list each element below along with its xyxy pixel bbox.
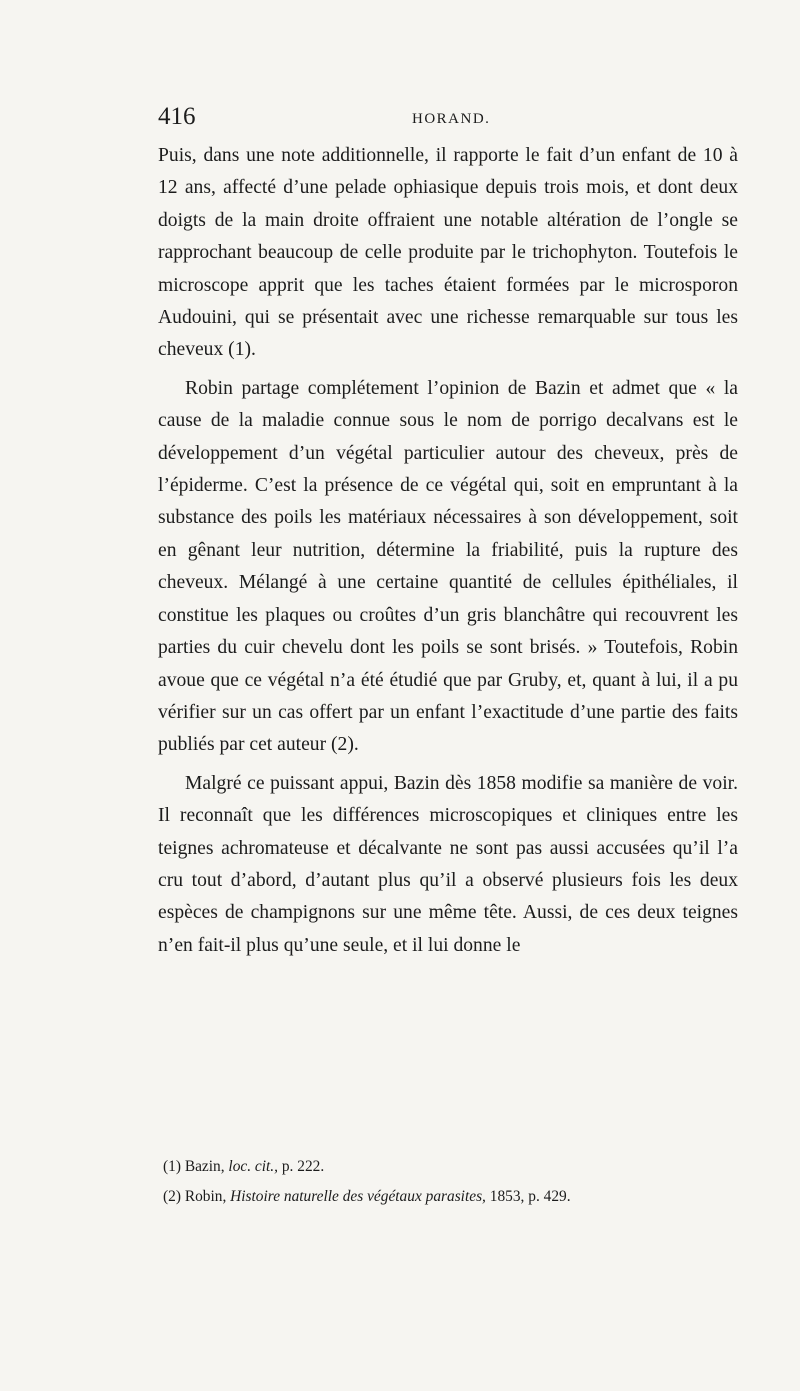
footnote-title: Histoire naturelle des végétaux parasites, [230,1188,486,1205]
body-text [158,140,738,962]
footnote-reference: 1853, p. 429. [489,1188,571,1205]
paragraph-1: Puis, dans une note additionnelle, il rapporte le fait d’un enfant de 10 à 12 ans, affecté d’une pelade ophiasique depuis trois mois, et dont deux doigts de la main droite offraient une notable altération de l’ongle se rapprochant beaucoup de celle produite par le trichophyton. Toutefois le microscope apprit que les taches étaient formées par le microsporon Audouini, qui se présentait avec une richesse remarquable sur tous les cheveux (1). [158,145,738,361]
running-head [158,103,738,137]
footnote-title: loc. cit., [228,1158,278,1175]
footnote-author: Bazin, [184,1158,225,1175]
footnote-reference: p. 222. [281,1158,325,1175]
footnote-2 [158,1182,738,1212]
running-title: HORAND. [412,111,491,127]
footnote-author: Robin, [184,1188,227,1205]
footnotes [158,1152,738,1212]
footnote-marker: (1) [163,1158,181,1175]
page-number: 416 [158,103,196,130]
paragraph-3: Malgré ce puissant appui, Bazin dès 1858 modifie sa manière de voir. Il reconnaît que les différences microscopiques et cliniques entre les teignes achromateuse et décalvante ne sont pas aussi accusées qu’il l’a cru tout d’abord, d’autant plus qu’il a observé plusieurs fois les deux espèces de champignons sur une même tête. Aussi, de ces deux teignes n’en fait-il plus qu’une seule, et il lui donne le [158,772,738,956]
footnote-1 [158,1152,738,1182]
footnote-marker: (2) [163,1188,181,1205]
paragraph-2: Robin partage complétement l’opinion de Bazin et admet que « la cause de la maladie connue sous le nom de porrigo decalvans est le développement d’un végétal particulier autour des cheveux, près de l’épiderme. C’est la présence de ce végétal qui, soit en empruntant à la substance des poils les matériaux nécessaires à son développement, soit en gênant leur nutrition, détermine la friabilité, puis la rupture des cheveux. Mélangé à une certaine quantité de cellules épithéliales, il constitue les plaques ou croûtes d’un gris blanchâtre qui recouvrent les parties du cuir chevelu dont les poils se sont brisés. » Toutefois, Robin avoue que ce végétal n’a été étudié que par Gruby, et, quant à lui, il a pu vérifier sur un cas offert par un enfant l’exactitude d’une partie des faits publiés par cet auteur (2). [158,377,738,756]
